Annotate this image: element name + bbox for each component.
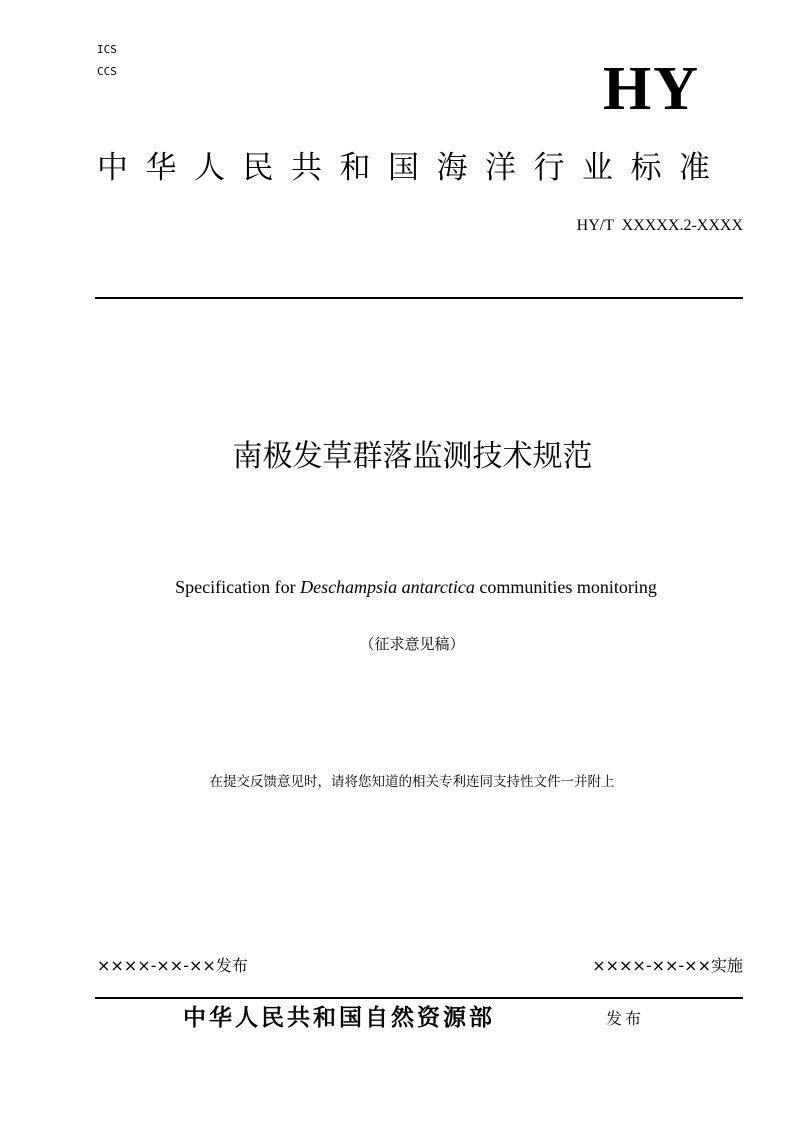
english-title bbox=[0, 576, 800, 598]
english-title-suffix: communities monitoring bbox=[474, 577, 657, 597]
implement-date: ××××-××-××实施 bbox=[592, 956, 743, 975]
standard-category-title: 中华人民共和国海洋行业标准 bbox=[97, 150, 728, 186]
ccs-label: CCS bbox=[97, 65, 117, 78]
english-title-prefix: Specification for bbox=[175, 577, 301, 597]
patent-notice: 在提交反馈意见时，请将您知道的相关专利连同支持性文件一并附上 bbox=[209, 774, 615, 790]
draft-status: （征求意见稿） bbox=[359, 635, 465, 653]
issuing-authority: 中华人民共和国自然资源部 bbox=[183, 1005, 495, 1031]
document-title: 南极发草群落监测技术规范 bbox=[232, 439, 593, 474]
issuing-authority-suffix: 发布 bbox=[606, 1009, 645, 1028]
ics-label: ICS bbox=[97, 43, 117, 56]
hy-logo: HY bbox=[603, 55, 700, 123]
english-title-species: Deschampsia antarctica bbox=[300, 577, 475, 597]
publish-date: ××××-××-××发布 bbox=[97, 956, 248, 975]
top-divider bbox=[95, 297, 743, 299]
bottom-divider bbox=[95, 997, 743, 999]
standard-number: HY/T XXXXX.2-XXXX bbox=[576, 217, 743, 234]
